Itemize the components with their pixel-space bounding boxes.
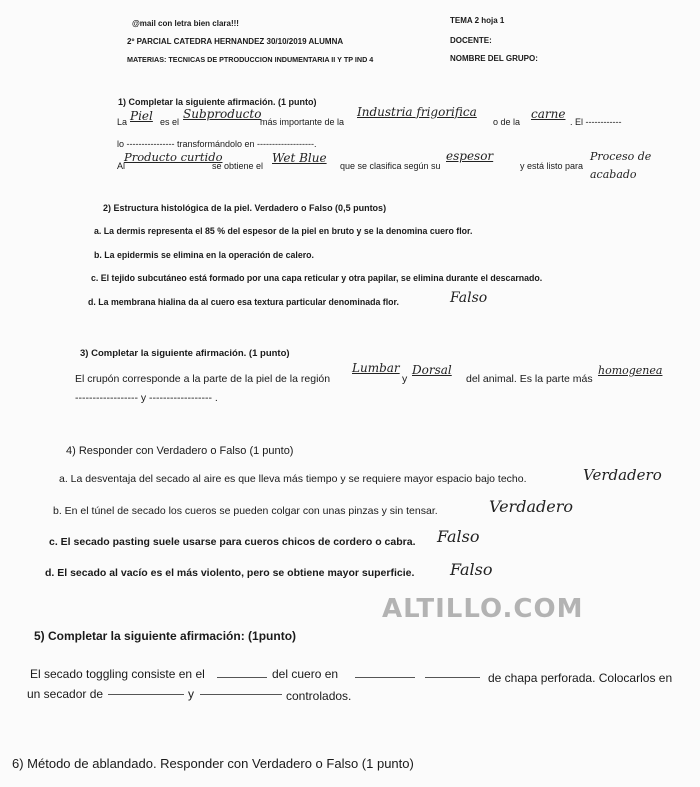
- q2-title: 2) Estructura histológica de la piel. Verdadero o Falso (0,5 puntos): [103, 203, 387, 213]
- q1-text-el: . El ------------: [570, 117, 622, 127]
- q1-text-al: Al: [117, 161, 126, 171]
- q3-text-animal: del animal. Es la parte más: [466, 373, 593, 385]
- q1-answer-espesor: espesor: [446, 149, 494, 163]
- q2-item-a: a. La dermis representa el 85 % del espesor de la piel en bruto y se la denomina cuero flor.: [94, 226, 473, 236]
- q3-title: 3) Completar la siguiente afirmación. (1 punto): [80, 348, 290, 359]
- grupo-label: NOMBRE DEL GRUPO:: [450, 54, 538, 63]
- q1-text-se-obtiene: se obtiene el: [212, 161, 264, 171]
- q5-text-consiste: El secado toggling consiste en el: [30, 667, 205, 681]
- q3-line2: ------------------ y ------------------ .: [75, 392, 218, 404]
- q5-blank-5: [200, 694, 282, 695]
- q5-text-y: y: [188, 687, 194, 701]
- q2-item-c: c. El tejido subcutáneo está formado por una capa reticular y otra papilar, se elimina durante el descarnado.: [91, 273, 543, 283]
- q1-text-listo: y está listo para: [520, 161, 584, 171]
- q1-answer-piel: Piel: [130, 109, 153, 123]
- q5-text-controlados: controlados.: [286, 689, 352, 703]
- watermark: ALTILLO.COM: [382, 594, 584, 624]
- q4-answer-d: Falso: [450, 560, 493, 579]
- q4-answer-c: Falso: [437, 527, 480, 546]
- q5-blank-3: [425, 677, 480, 678]
- q1-title: 1) Completar la siguiente afirmación. (1 punto): [118, 97, 317, 107]
- q5-title: 5) Completar la siguiente afirmación: (1punto): [34, 629, 297, 643]
- q5-text-chapa: de chapa perforada. Colocarlos en: [488, 671, 673, 685]
- q4-title: 4) Responder con Verdadero o Falso (1 punto): [66, 445, 294, 457]
- q1-line2: lo ---------------- transformándolo en -------------------.: [117, 139, 317, 149]
- q1-answer-carne: carne: [531, 107, 566, 121]
- q1-answer-proceso: Proceso de acabado: [590, 150, 652, 181]
- q3-answer-homogenea: homogenea: [598, 364, 663, 377]
- q5-text-cuero-en: del cuero en: [272, 667, 339, 681]
- q1-text-clasifica: que se clasifica según su: [340, 161, 441, 171]
- materias-line: MATERIAS: TECNICAS DE PTRODUCCION INDUMENTARIA II Y TP IND 4: [127, 55, 374, 64]
- q5-blank-1: [217, 677, 267, 678]
- q4-item-c: c. El secado pasting suele usarse para cueros chicos de cordero o cabra.: [49, 536, 416, 548]
- q2-item-b: b. La epidermis se elimina en la operación de calero.: [94, 250, 315, 260]
- q4-item-a: a. La desventaja del secado al aire es que lleva más tiempo y se requiere mayor espacio bajo techo.: [59, 473, 527, 485]
- q4-answer-a: Verdadero: [583, 466, 662, 484]
- q1-answer-curtido: Producto curtido: [124, 150, 223, 164]
- q4-item-b: b. En el túnel de secado los cueros se pueden colgar con unas pinzas y sin tensar.: [53, 505, 438, 517]
- q3-text-y: y: [402, 373, 408, 385]
- q5-blank-2: [355, 677, 415, 678]
- q1-answer-industria: Industria frigorifica: [357, 105, 477, 119]
- q1-answer-wetblue: Wet Blue: [272, 151, 327, 165]
- q1-text-o-de-la: o de la: [493, 117, 521, 127]
- q3-text-region: El crupón corresponde a la parte de la piel de la región: [75, 373, 331, 385]
- docente-label: DOCENTE:: [450, 36, 492, 45]
- q3-answer-dorsal: Dorsal: [412, 363, 452, 377]
- q5-text-secador: un secador de: [27, 687, 104, 701]
- q4-answer-b: Verdadero: [489, 497, 573, 516]
- q1-text-es-el: es el: [160, 117, 180, 127]
- exam-line: 2º PARCIAL CATEDRA HERNANDEZ 30/10/2019 ALUMNA: [127, 37, 344, 46]
- tema-label: TEMA 2 hoja 1: [450, 16, 505, 25]
- q5-blank-4: [108, 694, 184, 695]
- q2-answer-d: Falso: [450, 290, 488, 306]
- q4-item-d: d. El secado al vacío es el más violento, pero se obtiene mayor superficie.: [45, 567, 415, 579]
- mail-note: @mail con letra bien clara!!!: [132, 19, 239, 28]
- q6-title: 6) Método de ablandado. Responder con Verdadero o Falso (1 punto): [12, 756, 414, 771]
- q1-text-la: La: [117, 117, 128, 127]
- q1-answer-subproducto: Subproducto: [183, 107, 262, 121]
- q2-item-d: d. La membrana hialina da al cuero esa textura particular denominada flor.: [88, 297, 399, 307]
- q3-answer-lumbar: Lumbar: [352, 361, 400, 375]
- q1-text-mas-importante: más importante de la: [260, 117, 345, 127]
